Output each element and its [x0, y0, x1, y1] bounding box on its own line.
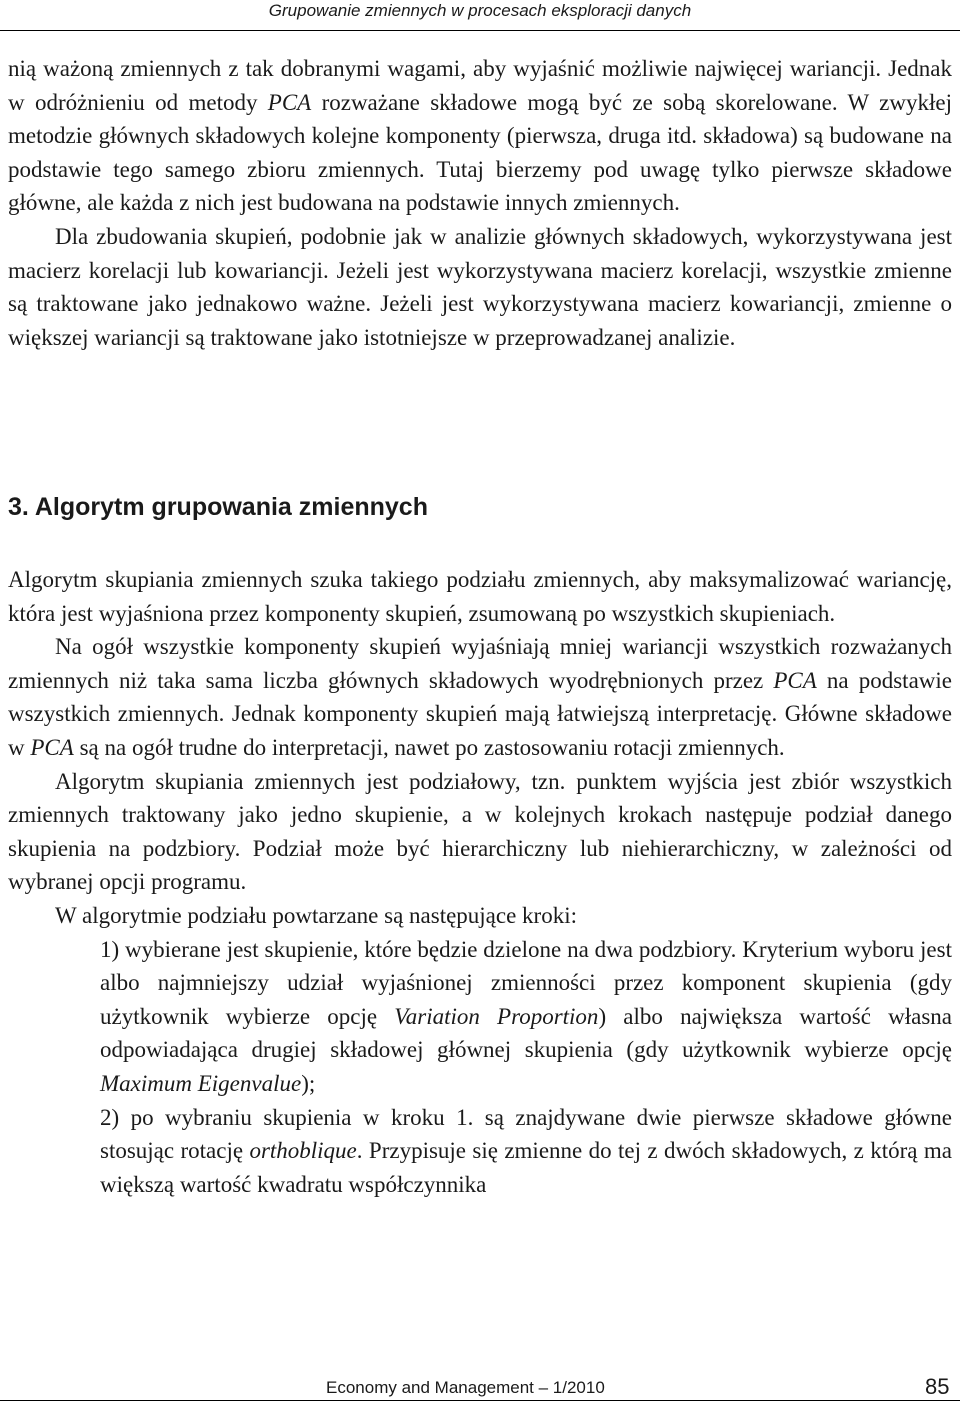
- option-orthoblique: orthoblique: [249, 1138, 357, 1164]
- list-item-1: 1) wybierane jest skupienie, które będzie dzielone na dwa podzbiory. Kryterium wyboru jest albo najmniejszy udział wyjaśnionej zmienności przez komponent skupienia (gdy użytkownik wybierze opcję Variation Proportion) albo największa wartość własna odpowiadająca drugiej składowej głównej skupienia (gdy użytkownik wybierze opcję Maximum Eigenvalue);: [100, 936, 952, 1096]
- page-footer: [0, 1370, 960, 1402]
- section-heading: 3. Algorytm grupowania zmiennych: [8, 493, 428, 521]
- pca-term: PCA: [773, 667, 817, 693]
- page-number: 85: [925, 1374, 950, 1399]
- running-title: Grupowanie zmiennych w procesach eksploracji danych: [268, 1, 692, 20]
- pca-term: PCA: [267, 89, 312, 115]
- list-item-2: 2) po wybraniu skupienia w kroku 1. są znajdywane dwie pierwsze składowe główne stosując rotację orthoblique. Przypisuje się zmienne do tej z dwóch składowych, z którą ma większą wartość kwadratu współczynnika: [100, 1104, 952, 1197]
- running-header: [0, 0, 960, 31]
- paragraph-5: Algorytm skupiania zmiennych jest podziałowy, tzn. punktem wyjścia jest zbiór wszystkich zmiennych traktowany jako jedno skupienie, a w kolejnych krokach następuje podział danego skupienia na podzbiory. Podział może być hierarchiczny lub niehierarchiczny, w zależności od wybranej opcji programu.: [8, 768, 952, 895]
- text-block-1: [8, 52, 952, 354]
- paragraph-3: Algorytm skupiania zmiennych szuka takiego podziału zmiennych, aby maksymalizować wariancję, która jest wyjaśniona przez komponenty skupień, zsumowaną po wszystkich skupieniach.: [8, 567, 952, 626]
- paragraph-1: nią ważoną zmiennych z tak dobranymi wagami, aby wyjaśnić możliwie najwięcej wariancji. Jednak w odróżnieniu od metody PCA rozważane składowe mogą być ze sobą skorelowane. W zwykłej metodzie głównych składowych kolejne komponenty (pierwsza, druga itd. składowa) są budowane na podstawie tego samego zbioru zmiennych. Tutaj bierzemy pod uwagę tylko pierwsze składowe główne, ale każda z nich jest budowana na podstawie innych zmiennych.: [8, 56, 952, 216]
- section-heading-block: [8, 492, 952, 522]
- text-block-2: [8, 563, 952, 1201]
- paragraph-6: W algorytmie podziału powtarzane są następujące kroki:: [55, 902, 577, 928]
- option-maximum-eigenvalue: Maximum Eigenvalue: [100, 1070, 302, 1096]
- paragraph-4: Na ogół wszystkie komponenty skupień wyjaśniają mniej wariancji wszystkich rozważanych zmiennych niż taka sama liczba głównych składowych wyodrębnionych przez PCA na podstawie wszystkich zmiennych. Jednak komponenty skupień mają łatwiejszą interpretację. Główne składowe w PCA są na ogół trudne do interpretacji, nawet po zastosowaniu rotacji zmiennych.: [8, 634, 952, 760]
- journal-name: Economy and Management – 1/2010: [326, 1378, 605, 1397]
- pca-term: PCA: [30, 734, 74, 760]
- paragraph-2: Dla zbudowania skupień, podobnie jak w analizie głównych składowych, wykorzystywana jest macierz korelacji lub kowariancji. Jeżeli jest wykorzystywana macierz korelacji, wszystkie zmienne są traktowane jako jednakowo ważne. Jeżeli jest wykorzystywana macierz kowariancji, zmienne o większej wariancji są traktowane jako istotniejsze w przeprowadzanej analizie.: [8, 223, 952, 350]
- footer-rule: [0, 1400, 960, 1401]
- option-variation-proportion: Variation Proportion: [394, 1003, 599, 1029]
